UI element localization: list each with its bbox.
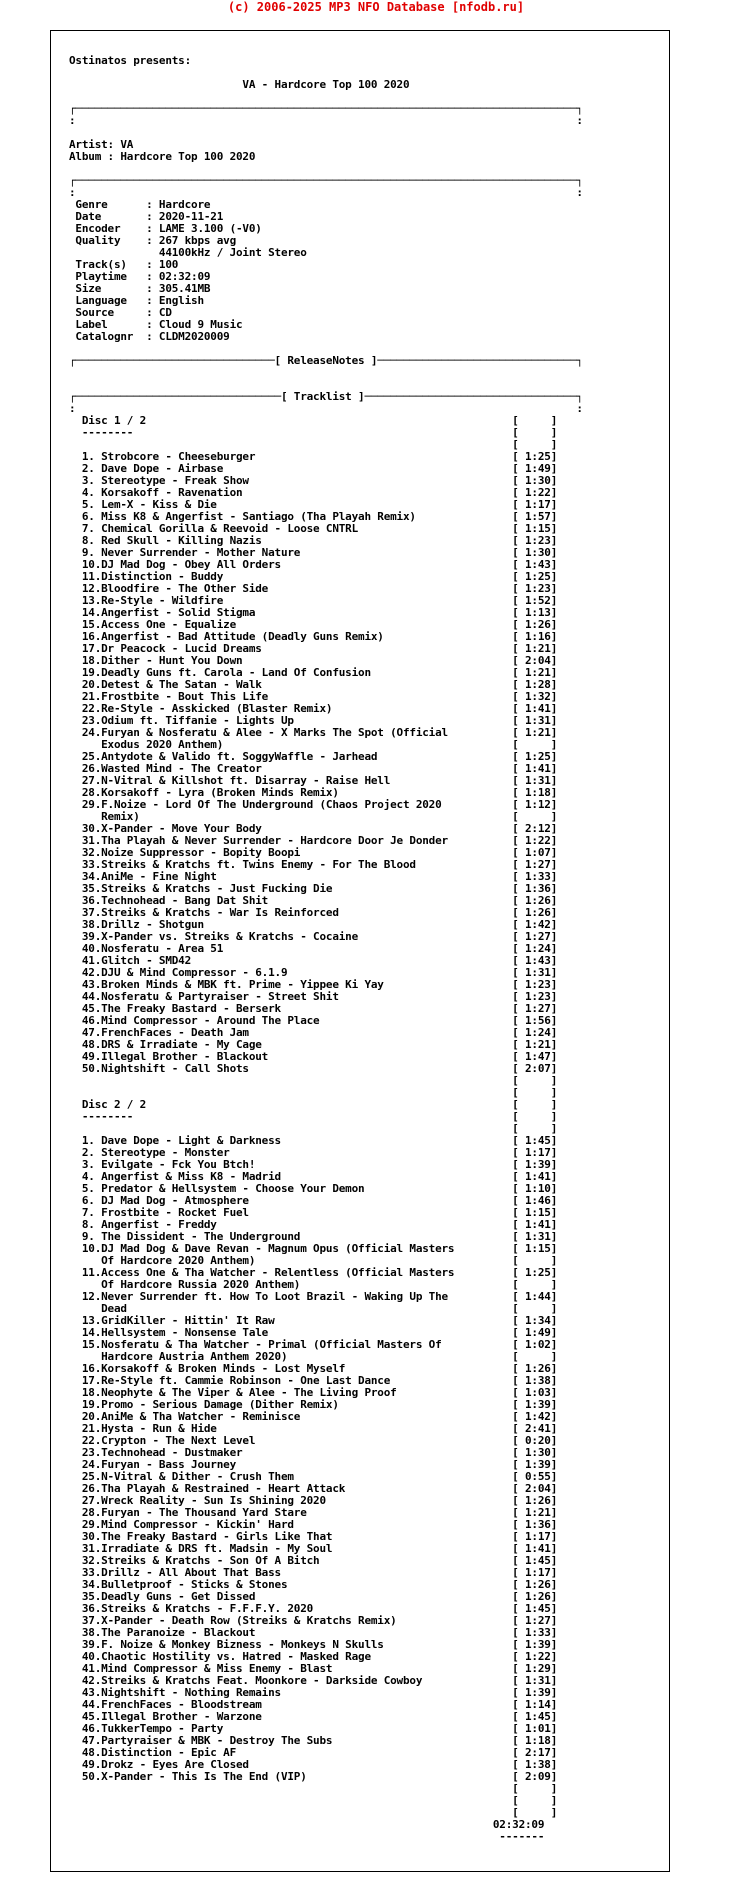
info-row: Label : Cloud 9 Music [69, 318, 243, 331]
track-row: 2. Dave Dope - Airbase [ 1:49] [69, 462, 558, 475]
box-border: : : [69, 114, 583, 127]
track-row: 35.Streiks & Kratchs - Just Fucking Die [ 1:36] [69, 882, 558, 895]
track-row: 49.Drokz - Eyes Are Closed [ 1:38] [69, 1758, 558, 1771]
track-row: 40.Nosferatu - Area 51 [ 1:24] [69, 942, 558, 955]
track-row: 12.Bloodfire - The Other Side [ 1:23] [69, 582, 558, 595]
track-row: 17.Dr Peacock - Lucid Dreams [ 1:21] [69, 642, 558, 655]
box-border: : : [69, 186, 583, 199]
disc-underline: -------- [ ] [69, 426, 558, 439]
track-row: 48.DRS & Irradiate - My Cage [ 1:21] [69, 1038, 558, 1051]
track-row: 23.Technohead - Dustmaker [ 1:30] [69, 1446, 558, 1459]
track-row: 29.Mind Compressor - Kickin' Hard [ 1:36] [69, 1518, 558, 1531]
track-row: 18.Neophyte & The Viper & Alee - The Living Proof [ 1:03] [69, 1386, 558, 1399]
track-row: 10.DJ Mad Dog - Obey All Orders [ 1:43] [69, 558, 558, 571]
track-row: 48.Distinction - Epic AF [ 2:17] [69, 1746, 558, 1759]
track-row: 7. Chemical Gorilla & Reevoid - Loose CNTRL [ 1:15] [69, 522, 558, 535]
track-row: 14.Hellsystem - Nonsense Tale [ 1:49] [69, 1326, 558, 1339]
track-row: 6. Miss K8 & Angerfist - Santiago (Tha Playah Remix) [ 1:57] [69, 510, 558, 523]
copyright-notice: (c) 2006-2025 MP3 NFO Database [nfodb.ru] [227, 0, 525, 14]
track-row: 13.Re-Style - Wildfire [ 1:52] [69, 594, 558, 607]
spacer: [ ] [69, 1806, 558, 1819]
track-row: 9. Never Surrender - Mother Nature [ 1:30] [69, 546, 558, 559]
track-row: 20.Detest & The Satan - Walk [ 1:28] [69, 678, 558, 691]
track-row: 20.AniMe & Tha Watcher - Reminisce [ 1:42] [69, 1410, 558, 1423]
track-row: 9. The Dissident - The Underground [ 1:31] [69, 1230, 558, 1243]
track-row: 11.Distinction - Buddy [ 1:25] [69, 570, 558, 583]
track-row: 41.Mind Compressor & Miss Enemy - Blast [ 1:29] [69, 1662, 558, 1675]
box-border: ┌──────────────────────────────────────────────────────────────────────────────┐ [69, 174, 583, 187]
release-title: VA - Hardcore Top 100 2020 [69, 78, 410, 91]
track-row: 47.FrenchFaces - Death Jam [ 1:24] [69, 1026, 558, 1039]
track-row: 27.N-Vitral & Killshot ft. Disarray - Raise Hell [ 1:31] [69, 774, 558, 787]
release-notes-header: ┌───────────────────────────────[ ReleaseNotes ]───────────────────────────────┐ [69, 354, 583, 367]
nfo-text [51, 31, 669, 1843]
artist-line: Artist: VA [69, 138, 134, 151]
track-row: 19.Promo - Serious Damage (Dither Remix) [ 1:39] [69, 1398, 558, 1411]
track-row: 19.Deadly Guns ft. Carola - Land Of Confusion [ 1:21] [69, 666, 558, 679]
track-row: 7. Frostbite - Rocket Fuel [ 1:15] [69, 1206, 558, 1219]
track-row: 4. Angerfist & Miss K8 - Madrid [ 1:41] [69, 1170, 558, 1183]
track-row: 43.Nightshift - Nothing Remains [ 1:39] [69, 1686, 558, 1699]
nfo-document [50, 30, 670, 1872]
spacer [69, 367, 669, 379]
track-row: 44.FrenchFaces - Bloodstream [ 1:14] [69, 1698, 558, 1711]
track-row: 30.The Freaky Bastard - Girls Like That [ 1:17] [69, 1530, 558, 1543]
info-row: Size : 305.41MB [69, 282, 211, 295]
track-row: 29.F.Noize - Lord Of The Underground (Chaos Project 2020 [ 1:12] [69, 798, 558, 811]
track-row: 36.Streiks & Kratchs - F.F.F.Y. 2020 [ 1:45] [69, 1602, 558, 1615]
info-row: Source : CD [69, 306, 172, 319]
spacer: [ ] [69, 1122, 558, 1135]
track-row: 28.Korsakoff - Lyra (Broken Minds Remix) [ 1:18] [69, 786, 558, 799]
track-row: 5. Predator & Hellsystem - Choose Your Demon [ 1:10] [69, 1182, 558, 1195]
track-row: 3. Stereotype - Freak Show [ 1:30] [69, 474, 558, 487]
track-row: 17.Re-Style ft. Cammie Robinson - One Last Dance [ 1:38] [69, 1374, 558, 1387]
track-row: 37.Streiks & Kratchs - War Is Reinforced [ 1:26] [69, 906, 558, 919]
spacer: [ ] [69, 1794, 558, 1807]
track-row: 15.Nosferatu & Tha Watcher - Primal (Official Masters Of [ 1:02] [69, 1338, 558, 1351]
info-row: Catalognr : CLDM2020009 [69, 330, 230, 343]
spacer: [ ] [69, 1074, 558, 1087]
track-row: 1. Strobcore - Cheeseburger [ 1:25] [69, 450, 558, 463]
track-row: 26.Wasted Mind - The Creator [ 1:41] [69, 762, 558, 775]
track-row: 31.Irradiate & DRS ft. Madsin - My Soul [ 1:41] [69, 1542, 558, 1555]
track-row: 42.Streiks & Kratchs Feat. Moonkore - Darkside Cowboy [ 1:31] [69, 1674, 558, 1687]
spacer: [ ] [69, 1086, 558, 1099]
track-row: 50.X-Pander - This Is The End (VIP) [ 2:09] [69, 1770, 558, 1783]
track-row: 42.DJU & Mind Compressor - 6.1.9 [ 1:31] [69, 966, 558, 979]
info-row: Encoder : LAME 3.100 (-V0) [69, 222, 262, 235]
disc-underline: -------- [ ] [69, 1110, 558, 1123]
track-row: 13.GridKiller - Hittin' It Raw [ 1:34] [69, 1314, 558, 1327]
track-row: 47.Partyraiser & MBK - Destroy The Subs [ 1:18] [69, 1734, 558, 1747]
info-row: Date : 2020-11-21 [69, 210, 224, 223]
spacer [69, 127, 669, 139]
track-row: 44.Nosferatu & Partyraiser - Street Shit [ 1:23] [69, 990, 558, 1003]
track-row: 31.Tha Playah & Never Surrender - Hardcore Door Je Donder [ 1:22] [69, 834, 558, 847]
track-row: 34.Bulletproof - Sticks & Stones [ 1:26] [69, 1578, 558, 1591]
track-row: 6. DJ Mad Dog - Atmosphere [ 1:46] [69, 1194, 558, 1207]
track-row: 3. Evilgate - Fck You Btch! [ 1:39] [69, 1158, 558, 1171]
track-row: 1. Dave Dope - Light & Darkness [ 1:45] [69, 1134, 558, 1147]
track-row: 5. Lem-X - Kiss & Die [ 1:17] [69, 498, 558, 511]
track-row: 45.Illegal Brother - Warzone [ 1:45] [69, 1710, 558, 1723]
presenter-line: Ostinatos presents: [69, 54, 192, 67]
track-row: 32.Noize Suppressor - Bopity Boopi [ 1:07] [69, 846, 558, 859]
track-row: 33.Drillz - All About That Bass [ 1:17] [69, 1566, 558, 1579]
track-row: 39.F. Noize & Monkey Bizness - Monkeys N Skulls [ 1:39] [69, 1638, 558, 1651]
track-row: 8. Angerfist - Freddy [ 1:41] [69, 1218, 558, 1231]
track-row: 24.Furyan & Nosferatu & Alee - X Marks The Spot (Official [ 1:21] [69, 726, 558, 739]
track-row: Of Hardcore Russia 2020 Anthem) [ ] [69, 1278, 558, 1291]
disc-title: Disc 2 / 2 [ ] [69, 1098, 558, 1111]
track-row: 25.N-Vitral & Dither - Crush Them [ 0:55] [69, 1470, 558, 1483]
track-row: 2. Stereotype - Monster [ 1:17] [69, 1146, 558, 1159]
track-row: 23.Odium ft. Tiffanie - Lights Up [ 1:31] [69, 714, 558, 727]
track-row: 8. Red Skull - Killing Nazis [ 1:23] [69, 534, 558, 547]
track-row: 27.Wreck Reality - Sun Is Shining 2020 [ 1:26] [69, 1494, 558, 1507]
track-row: 12.Never Surrender ft. How To Loot Brazil - Waking Up The [ 1:44] [69, 1290, 558, 1303]
track-row: 4. Korsakoff - Ravenation [ 1:22] [69, 486, 558, 499]
track-row: 33.Streiks & Kratchs ft. Twins Enemy - For The Blood [ 1:27] [69, 858, 558, 871]
tracklist-header: ┌────────────────────────────────[ Tracklist ]─────────────────────────────────┐ [69, 390, 583, 403]
track-row: 22.Re-Style - Asskicked (Blaster Remix) [ 1:41] [69, 702, 558, 715]
disc-title: Disc 1 / 2 [ ] [69, 414, 558, 427]
track-row: 46.TukkerTempo - Party [ 1:01] [69, 1722, 558, 1735]
total-underline: ------- [69, 1830, 545, 1843]
track-row: 49.Illegal Brother - Blackout [ 1:47] [69, 1050, 558, 1063]
info-row: Track(s) : 100 [69, 258, 179, 271]
track-row: 18.Dither - Hunt You Down [ 2:04] [69, 654, 558, 667]
spacer: [ ] [69, 438, 558, 451]
track-row: 15.Access One - Equalize [ 1:26] [69, 618, 558, 631]
track-row: 38.Drillz - Shotgun [ 1:42] [69, 918, 558, 931]
box-border: : : [69, 402, 583, 415]
info-row: 44100kHz / Joint Stereo [69, 246, 307, 259]
box-border: ┌──────────────────────────────────────────────────────────────────────────────┐ [69, 102, 583, 115]
info-row: Playtime : 02:32:09 [69, 270, 211, 283]
track-row: 34.AniMe - Fine Night [ 1:33] [69, 870, 558, 883]
info-row: Genre : Hardcore [69, 198, 211, 211]
track-row: Of Hardcore 2020 Anthem) [ ] [69, 1254, 558, 1267]
track-row: Hardcore Austria Anthem 2020) [ ] [69, 1350, 558, 1363]
track-row: Dead [ ] [69, 1302, 558, 1315]
album-line: Album : Hardcore Top 100 2020 [69, 150, 256, 163]
track-row: 39.X-Pander vs. Streiks & Kratchs - Cocaine [ 1:27] [69, 930, 558, 943]
track-row: 14.Angerfist - Solid Stigma [ 1:13] [69, 606, 558, 619]
total-playtime: 02:32:09 [69, 1818, 545, 1831]
track-row: 36.Technohead - Bang Dat Shit [ 1:26] [69, 894, 558, 907]
track-row: 10.DJ Mad Dog & Dave Revan - Magnum Opus (Official Masters [ 1:15] [69, 1242, 558, 1255]
track-row: 37.X-Pander - Death Row (Streiks & Kratchs Remix) [ 1:27] [69, 1614, 558, 1627]
track-row: 46.Mind Compressor - Around The Place [ 1:56] [69, 1014, 558, 1027]
info-row: Language : English [69, 294, 204, 307]
track-row: 16.Angerfist - Bad Attitude (Deadly Guns Remix) [ 1:16] [69, 630, 558, 643]
track-row: 28.Furyan - The Thousand Yard Stare [ 1:21] [69, 1506, 558, 1519]
track-row: 40.Chaotic Hostility vs. Hatred - Masked Rage [ 1:22] [69, 1650, 558, 1663]
track-row: 26.Tha Playah & Restrained - Heart Attack [ 2:04] [69, 1482, 558, 1495]
track-row: 16.Korsakoff & Broken Minds - Lost Myself [ 1:26] [69, 1362, 558, 1375]
track-row: 21.Frostbite - Bout This Life [ 1:32] [69, 690, 558, 703]
track-row: 21.Hysta - Run & Hide [ 2:41] [69, 1422, 558, 1435]
track-row: 24.Furyan - Bass Journey [ 1:39] [69, 1458, 558, 1471]
info-row: Quality : 267 kbps avg [69, 234, 236, 247]
track-row: Exodus 2020 Anthem) [ ] [69, 738, 558, 751]
track-row: 43.Broken Minds & MBK ft. Prime - Yippee Ki Yay [ 1:23] [69, 978, 558, 991]
track-row: 38.The Paranoize - Blackout [ 1:33] [69, 1626, 558, 1639]
track-row: Remix) [ ] [69, 810, 558, 823]
track-row: 35.Deadly Guns - Get Dissed [ 1:26] [69, 1590, 558, 1603]
track-row: 50.Nightshift - Call Shots [ 2:07] [69, 1062, 558, 1075]
track-row: 30.X-Pander - Move Your Body [ 2:12] [69, 822, 558, 835]
track-row: 25.Antydote & Valido ft. SoggyWaffle - Jarhead [ 1:25] [69, 750, 558, 763]
track-row: 22.Crypton - The Next Level [ 0:20] [69, 1434, 558, 1447]
track-row: 32.Streiks & Kratchs - Son Of A Bitch [ 1:45] [69, 1554, 558, 1567]
spacer: [ ] [69, 1782, 558, 1795]
track-row: 11.Access One & Tha Watcher - Relentless (Official Masters [ 1:25] [69, 1266, 558, 1279]
track-row: 45.The Freaky Bastard - Berserk [ 1:27] [69, 1002, 558, 1015]
track-row: 41.Glitch - SMD42 [ 1:43] [69, 954, 558, 967]
